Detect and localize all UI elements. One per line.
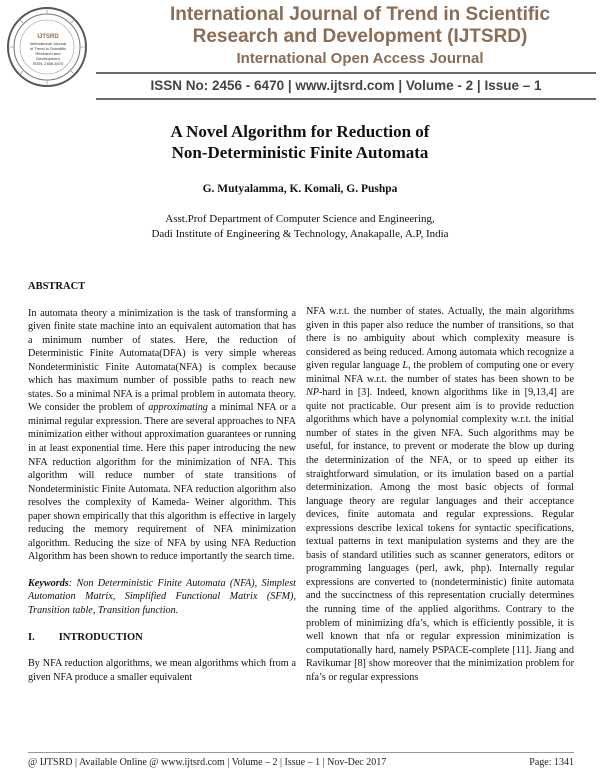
logo-text-line: International Journal: [29, 41, 67, 46]
abstract-text-italic: approximating: [148, 402, 208, 414]
paper-title-line: A Novel Algorithm for Reduction of: [170, 122, 430, 141]
text-part: NFA w.r.t. the number of states. Actually, the main algorithms given in this paper also reduce the number of transitions, so that there is no ambiguity about which complexity measure is considered as being reduced. Among automata which recognize a given regular language: [306, 306, 574, 372]
abstract-text-part: a minimal NFA or a minimal regular expression. There are several approaches to NFA minimization either without approximation guarantees or running in at least exponential time. Here this paper introducing the new NFA reduction algorithm for the minimization of NFA. This algorithm will reduce number of state transitions of Nondeterministic Finite Automata. NFA reduction algorithm also resolves the complexity of Kameda- Weiner algorithm. This paper shown empirically that this algorithm is effective in largely reducing the memory requirement of NFA minimization algorithm. Reducing the size of NFA by using NFA Reduction Algorithm has been shown to reduce importantly the search time.: [28, 402, 297, 563]
journal-title-line: International Journal of Trend in Scientific: [169, 4, 551, 25]
journal-header: [0, 0, 600, 104]
affiliation-line: Asst.Prof Department of Computer Science and Engineering,: [165, 213, 435, 225]
journal-title-line: Research and Development (IJTSRD): [192, 26, 528, 47]
header-divider: [96, 72, 596, 74]
left-column: [28, 280, 296, 684]
abstract-text: [28, 307, 296, 564]
page-number: Page: 1341: [529, 757, 574, 768]
logo-text-line: Research and: [35, 51, 61, 56]
header-divider: [96, 98, 596, 100]
text-part: , the problem of computing one or every minimal NFA w.r.t. the number of states has been shown to be: [306, 360, 574, 385]
right-column: [306, 305, 574, 684]
open-access-label: International Open Access Journal: [236, 50, 484, 67]
keywords: [28, 577, 296, 618]
logo-text-line: IJTSRD: [37, 34, 59, 40]
text-italic: L: [402, 360, 409, 372]
abstract-heading: ABSTRACT: [28, 281, 86, 292]
logo-text-line: of Trend in Scientific: [29, 46, 67, 51]
section-number: I.: [28, 631, 35, 643]
journal-title: [130, 4, 590, 48]
introduction-text: By NFA reduction algorithms, we mean algorithms which from a given NFA produce a smaller equivalent: [28, 658, 296, 683]
paper-title: [0, 121, 600, 163]
affiliation-line: Dadi Institute of Engineering & Technology, Anakapalle, A.P, India: [151, 228, 449, 240]
affiliation: [0, 212, 600, 242]
logo-text: [22, 34, 74, 66]
logo-text-line: Development: [36, 56, 60, 61]
authors: G. Mutyalamma, K. Komali, G. Pushpa: [202, 183, 398, 195]
issn-line: ISSN No: 2456 - 6470 | www.ijtsrd.com | Volume - 2 | Issue – 1: [150, 78, 542, 93]
right-column-text: [306, 305, 574, 684]
abstract-text-part: In automata theory a minimization is the task of transforming a given finite state machine into an equivalent automation that has a minimum number of states. Here, the reduction of Deterministic Finite Automata(DFA) is very simple whereas Nondeterministic Finite Automata(NFA) is complex because which has maximum number of possible paths to reach new states. So a minimal NFA is a primal problem in automata theory. We consider the problem of: [28, 307, 296, 414]
text-italic: NP: [306, 387, 320, 399]
paper-title-line: Non-Deterministic Finite Automata: [171, 143, 429, 162]
text-part: -hard in [3]. Indeed, known algorithms like in [9,13,4] are quite not practicable. Our present aim is to provide reduction algorithms which have a polynomial complexity w.r.t. the initial number of states in the given NFA. Such algorithms may be useful, for instance, to prevent or moderate the blow up during the determinization of the NFA, or to speed up either its straightforward simulation, or its imulation based on a partial determinization. Among the most basic objects of formal language theory are regular languages and their acceptance devices, finite automata and regular expressions. Regular expressions describe lexical tokens for syntactic specifications, textual patterns in text manipulation systems and they are the basis of standard utilities such as scanner generators, editors or programming languages (perl, awk, php). Internally regular expressions are converted to (nondeterministic) finite automata and the succinctness of this representation crucially determines the running time of the applied algorithms. Contrary to the problem of minimizing dfa’s, which is efficiently possible, it is well known that nfa or regular expression minimization is computationally hard, namely PSPACE-complete [11]. Jiang and Ravikumar [8] show moreover that the minimization problem for nfa’s or regular expressions: [306, 387, 574, 683]
keywords-text: : Non Deterministic Finite Automata (NFA), Simplest Automation Matrix, Simplified Functional Matrix (SFM), Transition table, Transition function.: [28, 577, 296, 617]
keywords-label: Keywords: [28, 577, 69, 589]
logo-text-line: ISSN: 2456-6470: [32, 61, 64, 66]
section-title: INTRODUCTION: [58, 631, 143, 643]
footer-divider: [28, 752, 574, 753]
introduction-heading: [28, 631, 296, 645]
footer-citation: @ IJTSRD | Available Online @ www.ijtsrd.com | Volume – 2 | Issue – 1 | Nov-Dec 2017: [28, 757, 387, 768]
